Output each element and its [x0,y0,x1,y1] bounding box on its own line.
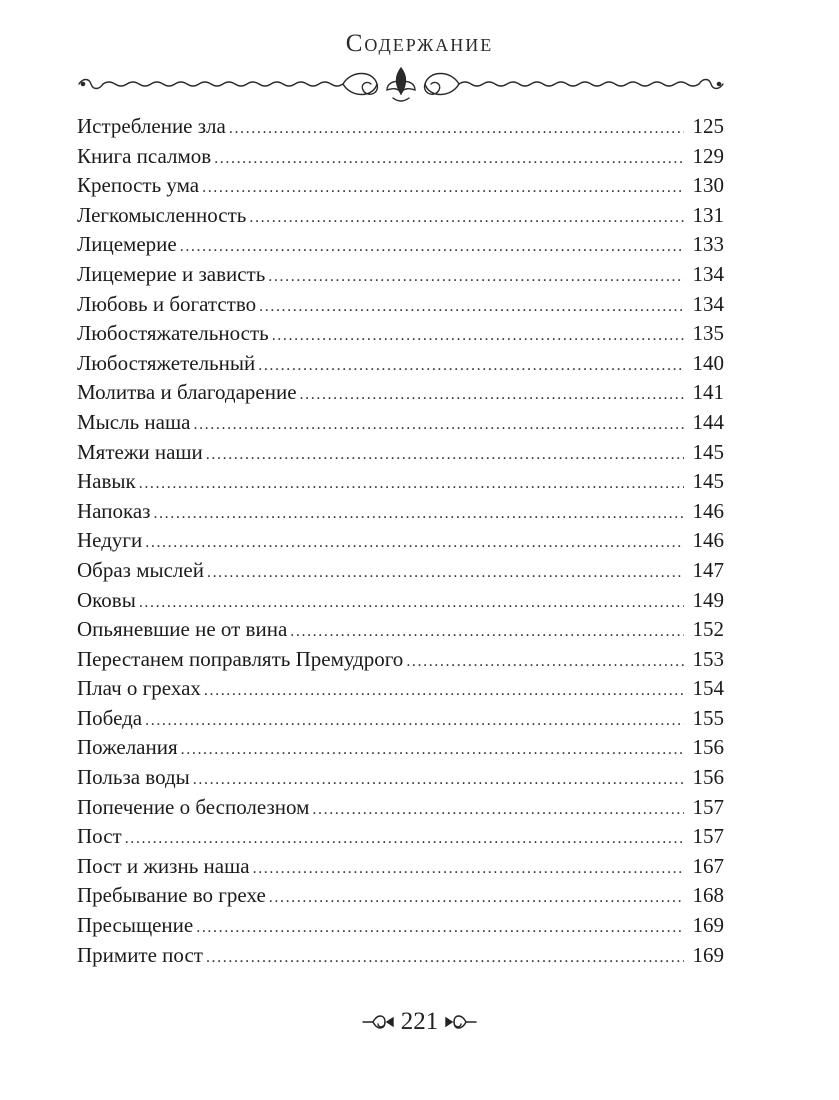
toc-entry-title: Мятежи наши [77,439,203,464]
toc-entry-title: Любостяжательность [77,321,269,346]
page-number: 221 [400,1008,439,1035]
toc-entry [77,558,724,588]
toc-entry-page: 133 [692,232,724,257]
toc-entry [77,440,724,470]
toc-entry-title: Пресыщение [77,913,194,938]
toc-entry-page: 125 [692,114,724,138]
toc-entry [77,203,724,233]
toc-entry-page: 129 [692,143,724,168]
toc-entry-title: Пост [77,824,122,849]
page-number-footer [0,1008,839,1036]
dot-leader [269,889,684,907]
dot-leader [204,682,684,700]
toc-entry-title: Плач о грехах [77,676,201,701]
toc-entry-title: Польза воды [77,765,190,790]
toc-entry-title: Легкомысленность [77,202,247,227]
toc-entry [77,795,724,825]
toc-entry [77,617,724,647]
toc-entry-page: 156 [692,765,724,790]
dot-leader [312,801,684,819]
toc-entry [77,114,724,144]
toc-entry-page: 130 [692,173,724,198]
toc-entry-title: Попечение о бесполезном [77,794,310,819]
toc-entry-title: Крепость ума [77,173,200,198]
toc-entry-page: 168 [692,883,724,908]
dot-leader [153,505,684,523]
toc-entry-title: Лицемерие и зависть [77,261,266,286]
toc-entry-title: Перестанем поправлять Премудрого [77,646,404,671]
dot-leader [145,712,684,730]
dot-leader [259,298,684,316]
dot-leader [300,386,684,404]
dot-leader [253,860,684,878]
toc-entry-title: Победа [77,705,143,730]
toc-entry-title: Напоказ [77,498,151,523]
dot-leader [139,594,684,612]
dot-leader [206,446,684,464]
toc-entry [77,913,724,943]
dot-leader [139,475,684,493]
toc-entry [77,883,724,913]
folio-flourish-icon [361,1012,395,1032]
dot-leader [290,623,684,641]
dot-leader [258,357,684,375]
toc-entry [77,351,724,381]
toc-entry [77,144,724,174]
toc-entry [77,173,724,203]
toc-entry [77,735,724,765]
toc-entry-title: Истребление зла [77,114,226,138]
toc-entry-title: Опьяневшие не от вина [77,617,288,642]
page-title: Содержание [345,30,494,57]
toc-entry-page: 140 [692,350,724,375]
toc-entry-page: 145 [692,469,724,494]
dot-leader [193,416,684,434]
toc-entry-page: 146 [692,528,724,553]
toc-entry-page: 141 [692,380,724,405]
toc-entry [77,943,724,973]
toc-entry-page: 134 [692,261,724,286]
flourish-divider-icon [75,60,727,108]
dot-leader [145,534,684,552]
toc-entry-page: 147 [692,557,724,582]
dot-leader [229,120,684,138]
dot-leader [202,179,684,197]
toc-entry-title: Мысль наша [77,409,191,434]
toc-entry-page: 169 [692,913,724,938]
toc-entry-page: 156 [692,735,724,760]
toc-entry [77,499,724,529]
toc-entry-page: 135 [692,321,724,346]
toc-entry [77,706,724,736]
toc-entry [77,232,724,262]
toc-entry-page: 157 [692,794,724,819]
toc-entry-title: Оковы [77,587,136,612]
toc-entry-page: 157 [692,824,724,849]
toc-entry [77,765,724,795]
dot-leader [181,741,684,759]
dot-leader [207,564,684,582]
toc-entry [77,292,724,322]
toc-entry [77,854,724,884]
toc-entry-page: 146 [692,498,724,523]
toc-entry-title: Книга псалмов [77,143,212,168]
dot-leader [214,150,684,168]
toc-entry-title: Недуги [77,528,143,553]
dot-leader [406,653,684,671]
toc-entry-page: 153 [692,646,724,671]
toc-entry-page: 154 [692,676,724,701]
toc-entry-title: Пребывание во грехе [77,883,266,908]
dot-leader [193,771,684,789]
toc-entry-title: Любовь и богатство [77,291,257,316]
dot-leader [196,919,684,937]
toc-entry-page: 169 [692,942,724,967]
toc-entry-title: Молитва и благодарение [77,380,297,405]
toc-entry-page: 131 [692,202,724,227]
toc-entry [77,410,724,440]
toc-entry-page: 152 [692,617,724,642]
toc-entry-page: 155 [692,705,724,730]
toc-entry-page: 167 [692,853,724,878]
toc-entry [77,321,724,351]
toc-entry-page: 134 [692,291,724,316]
dot-leader [272,327,684,345]
toc-entry [77,469,724,499]
toc-entry-title: Любостяжетельный [77,350,256,375]
toc-entry-page: 144 [692,409,724,434]
toc-entry [77,528,724,558]
dot-leader [125,830,684,848]
toc-entry-title: Пожелания [77,735,178,760]
table-of-contents [77,114,724,972]
toc-entry-title: Примите пост [77,942,203,967]
dot-leader [249,209,684,227]
toc-entry-title: Пост и жизнь наша [77,853,250,878]
toc-entry [77,262,724,292]
toc-entry [77,824,724,854]
toc-entry-title: Образ мыслей [77,557,204,582]
folio-flourish-icon [444,1012,478,1032]
dot-leader [206,949,684,967]
toc-entry-title: Навык [77,469,136,494]
toc-entry-page: 149 [692,587,724,612]
toc-entry [77,380,724,410]
toc-entry [77,676,724,706]
toc-entry [77,647,724,677]
toc-entry-title: Лицемерие [77,232,177,257]
toc-entry [77,588,724,618]
dot-leader [180,238,684,256]
toc-entry-page: 145 [692,439,724,464]
dot-leader [268,268,684,286]
